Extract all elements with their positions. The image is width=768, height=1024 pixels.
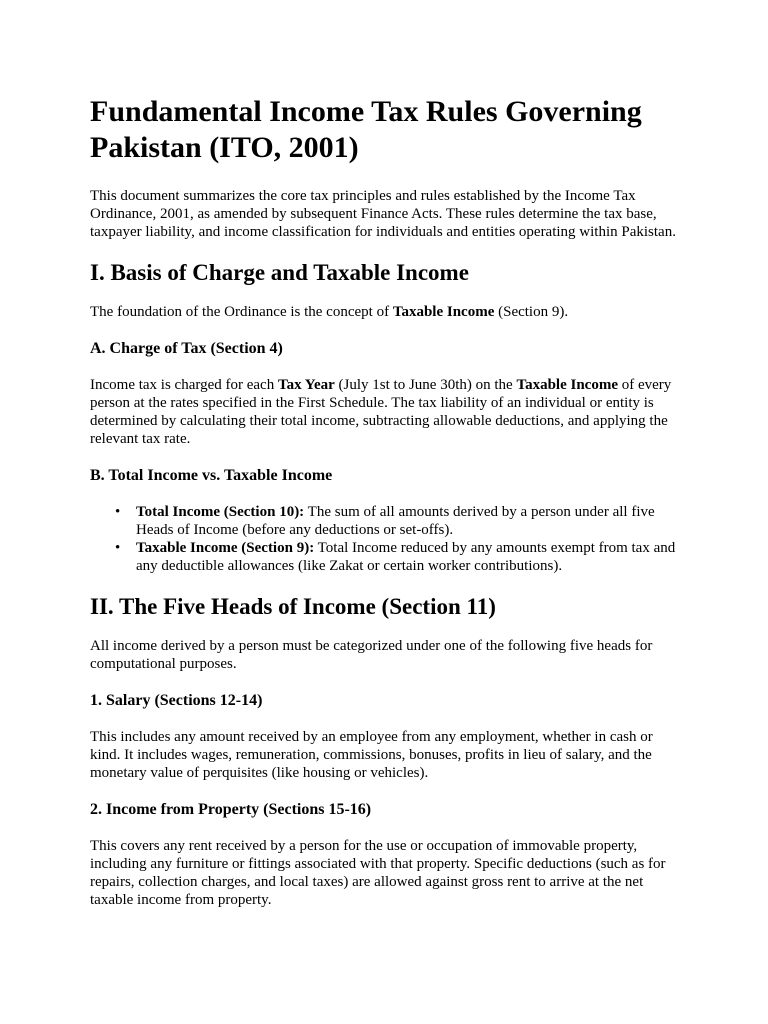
list-item-total-income: • Total Income (Section 10): The sum of all amounts derived by a person under all five Heads of Income (before any deductions or set-offs). xyxy=(136,503,680,539)
head-2-heading: 2. Income from Property (Sections 15-16) xyxy=(90,801,372,818)
section-1-heading: I. Basis of Charge and Taxable Income xyxy=(90,260,469,285)
document-page xyxy=(90,94,680,927)
subsection-a-paragraph: Income tax is charged for each Tax Year (July 1st to June 30th) on the Taxable Income of every person at the rates specified in the First Schedule. The tax liability of an individual or entity is determined by calculating their total income, subtracting allowable deductions, and applying the relevant tax rate. xyxy=(90,377,672,447)
head-2-paragraph: This covers any rent received by a person for the use or occupation of immovable property, including any furniture or fittings associated with that property. Specific deductions (such as for repairs, collection charges, and local taxes) are allowed against gross rent to arrive at the net taxable income from property. xyxy=(90,838,666,908)
section-2-intro: All income derived by a person must be categorized under one of the following five heads for computational purposes. xyxy=(90,638,653,672)
list-item-taxable-income: • Taxable Income (Section 9): Total Income reduced by any amounts exempt from tax and any deductible allowances (like Zakat or certain worker contributions). xyxy=(136,539,680,575)
section-2-heading: II. The Five Heads of Income (Section 11) xyxy=(90,594,496,619)
subsection-a-heading: A. Charge of Tax (Section 4) xyxy=(90,340,283,357)
head-1-paragraph: This includes any amount received by an employee from any employment, whether in cash or kind. It includes wages, remuneration, commissions, bonuses, profits in lieu of salary, and the monetary value of perquisites (like housing or vehicles). xyxy=(90,729,653,781)
subsection-b-heading: B. Total Income vs. Taxable Income xyxy=(90,467,333,484)
section-1-intro: The foundation of the Ordinance is the concept of Taxable Income (Section 9). xyxy=(90,304,569,320)
head-1-heading: 1. Salary (Sections 12-14) xyxy=(90,692,263,709)
intro-paragraph: This document summarizes the core tax principles and rules established by the Income Tax Ordinance, 2001, as amended by subsequent Finance Acts. These rules determine the tax base, taxpayer liability, and income classification for individuals and entities operating within Pakistan. xyxy=(90,188,676,240)
document-title: Fundamental Income Tax Rules Governing Pakistan (ITO, 2001) xyxy=(90,95,642,164)
income-definitions-list xyxy=(90,503,680,575)
